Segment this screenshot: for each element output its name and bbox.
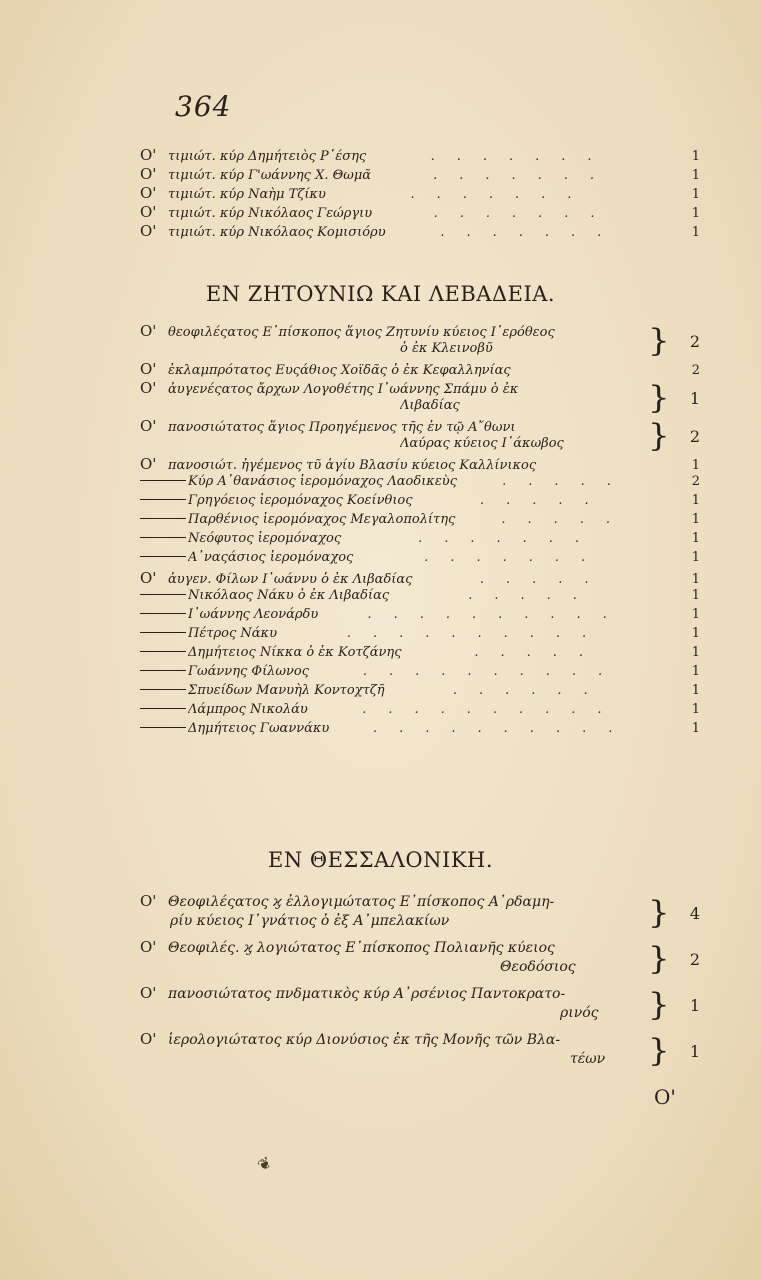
list-item: Ο' ἀυγεν. Φίλων Ι᾿ωάννυ ὁ ἐκ Λιβαδίας ..... 1 [140,569,701,587]
row-count: 2 [689,331,700,351]
list-item: Λάμπρος Νικολάυ .......... 1 [140,702,700,721]
row-lead: Ο' [140,203,157,221]
page-number: 364 [175,90,232,123]
row-lead: Ο' [140,165,157,183]
row-count: 1 [691,206,700,221]
list-item: Ο' πανοσιώτ. ἡγέμενος τῦ ἁγίυ Βλασίυ κύειος Καλλίνικος 1 [140,455,700,473]
brace-icon: } [648,418,670,454]
list-item: Παρθένιος ἱερομόναχος Μεγαλοπολίτης ..... 1 [140,512,700,531]
list-item: Ο' ἱερολογιώτατος κύρ Διονύσιος ἐκ τῆς Μονῆς τῶν Βλα- τέων } 1 [140,1030,700,1069]
list-item: Γρηγόειος ἱερομόναχος Κοείνθιος ..... 1 [140,493,700,512]
entry-line: πανοσιώτ. ἡγέμενος τῦ ἁγίυ Βλασίυ κύειος Καλλίνικος [168,458,537,473]
list-item: Ο' τιμιώτ. κύρ Νικόλαος Κομισιόρυ ....... 1 [140,222,701,240]
list-item: Ο' τιμιώτ. κύρ Νικόλαος Γεώργιυ ....... 1 [140,203,700,221]
list-item: Γωάννης Φίλωνος .......... 1 [140,664,700,683]
zitouni-list [140,322,700,740]
entry-line: θεοφιλέςατος Ε᾿πίσκοπος ἅγιος Ζητυνίυ κύειος Ι᾿ερόθεος [168,325,555,340]
row-count: 1 [689,388,700,408]
catchword: Ο' [654,1085,676,1109]
row-text: τιμιώτ. κύρ Ναὴμ Τζίκυ [168,187,326,202]
entry-line: Λιβαδίας [400,398,460,413]
list-item: Α᾿ναςάσιος ἱερομόναχος ....... 1 [140,550,700,569]
list-item: Νεόφυτος ἱερομόναχος ....... 1 [140,531,700,550]
section-heading-zitouni: ΕΝ ΖΗΤΟΥΝΙΩ ΚΑΙ ΛΕΒΑΔΕΙΑ. [205,282,556,306]
section-heading-thessaloniki: ΕΝ ΘΕΣΣΑΛΟΝΙΚΗ. [267,848,494,872]
row-count: 1 [691,187,700,202]
list-item: Ο' ἐκλαμπρότατος Ευςάθιος Χοϊδᾶς ὁ ἐκ Κεφαλληνίας 2 [140,360,700,378]
list-item: Σπυείδων Μανυὴλ Κοντοχτζῆ ...... 1 [140,683,700,702]
entry-line: Λαύρας κύειος Ι᾿άκωβος [400,436,564,451]
row-count: 2 [691,363,700,378]
list-item: Ο' Θεοφιλέςατος ϗ ἐλλογιμώτατος Ε᾿πίσκοπος Α᾿ρδαμη- ρίυ κύειος Ι᾿γνάτιος ὁ ἐξ Α᾿μπελακίων } 4 [140,892,700,931]
row-text: τιμιώτ. κύρ Δημήτειὸς Ρ᾿έσης [168,149,367,164]
row-count: 1 [691,458,700,473]
brace-icon: } [648,380,670,416]
brace-icon: } [648,987,670,1023]
row-text: τιμιώτ. κύρ Νικόλαος Γεώργιυ [168,206,373,221]
row-count: 1 [691,168,700,183]
entry-line: πανοσιώτατος ἅγιος Προηγέμενος τῆς ἐν τῷ Α῎θωνι [168,420,516,435]
row-text: τιμιώτ. κύρ Γ'ωάννης Χ. Θωμᾶ [168,168,372,183]
list-item: Ο' τιμιώτ. κύρ Ναὴμ Τζίκυ ....... 1 [140,184,700,202]
list-item: Ο' πανοσιώτατος πνδματικὸς κύρ Α᾿ρσένιος Παντοκρατο- ρινός } 1 [140,984,700,1023]
row-count: 2 [689,426,700,446]
brace-icon: } [648,941,670,977]
list-item: Ο' ἀυγενέςατος ἄρχων Λογοθέτης Ι᾿ωάννης Σπάμυ ὁ ἐκ Λιβαδίας } 1 [140,379,700,416]
row-count: 1 [691,149,700,164]
entry-line: ἐκλαμπρότατος Ευςάθιος Χοϊδᾶς ὁ ἐκ Κεφαλληνίας [168,363,511,378]
row-lead: Ο' [140,184,157,202]
list-item: Ο' τιμιώτ. κύρ Γ'ωάννης Χ. Θωμᾶ ....... 1 [140,165,700,183]
entry-line: ἀυγενέςατος ἄρχων Λογοθέτης Ι᾿ωάννης Σπάμυ ὁ ἐκ [168,382,519,397]
thessaloniki-list [140,892,700,1072]
list-item: Ο' πανοσιώτατος ἅγιος Προηγέμενος τῆς ἐν τῷ Α῎θωνι Λαύρας κύειος Ι᾿άκωβος } 2 [140,417,700,454]
ornament-icon: ❦ [253,1152,276,1176]
brace-icon: } [648,323,670,359]
row-lead: Ο' [140,146,157,164]
list-item: Πέτρος Νάκυ .......... 1 [140,626,700,645]
row-lead: Ο' [140,222,157,240]
brace-icon: } [648,1033,670,1069]
row-count: 1 [691,225,701,240]
row-text: τιμιώτ. κύρ Νικόλαος Κομισιόρυ [168,225,386,240]
top-subscriber-list [140,146,700,241]
list-item: Ι᾿ωάννης Λεονάρδυ .......... 1 [140,607,700,626]
entry-line: ὁ ἐκ Κλεινοβῦ [400,341,493,356]
brace-icon: } [648,895,670,931]
list-item: Ο' Θεοφιλές. ϗ λογιώτατος Ε᾿πίσκοπος Πολιανῆς κύειος Θεοδόσιος } 2 [140,938,700,977]
list-item: Κύρ Α᾿θανάσιος ἱερομόναχος Λαοδικεὺς ..... 2 [140,474,700,493]
list-item: Ο' θεοφιλέςατος Ε᾿πίσκοπος ἅγιος Ζητυνίυ κύειος Ι᾿ερόθεος ὁ ἐκ Κλεινοβῦ } 2 [140,322,700,359]
list-item: Νικόλαος Νάκυ ὁ ἐκ Λιβαδίας ..... 1 [140,588,700,607]
list-item: Δημήτειος Γωαννάκυ .......... 1 [140,721,700,740]
list-item: Δημήτειος Νίκκα ὁ ἐκ Κοτζάνης ..... 1 [140,645,700,664]
list-item: Ο' τιμιώτ. κύρ Δημήτειὸς Ρ᾿έσης ....... 1 [140,146,700,164]
